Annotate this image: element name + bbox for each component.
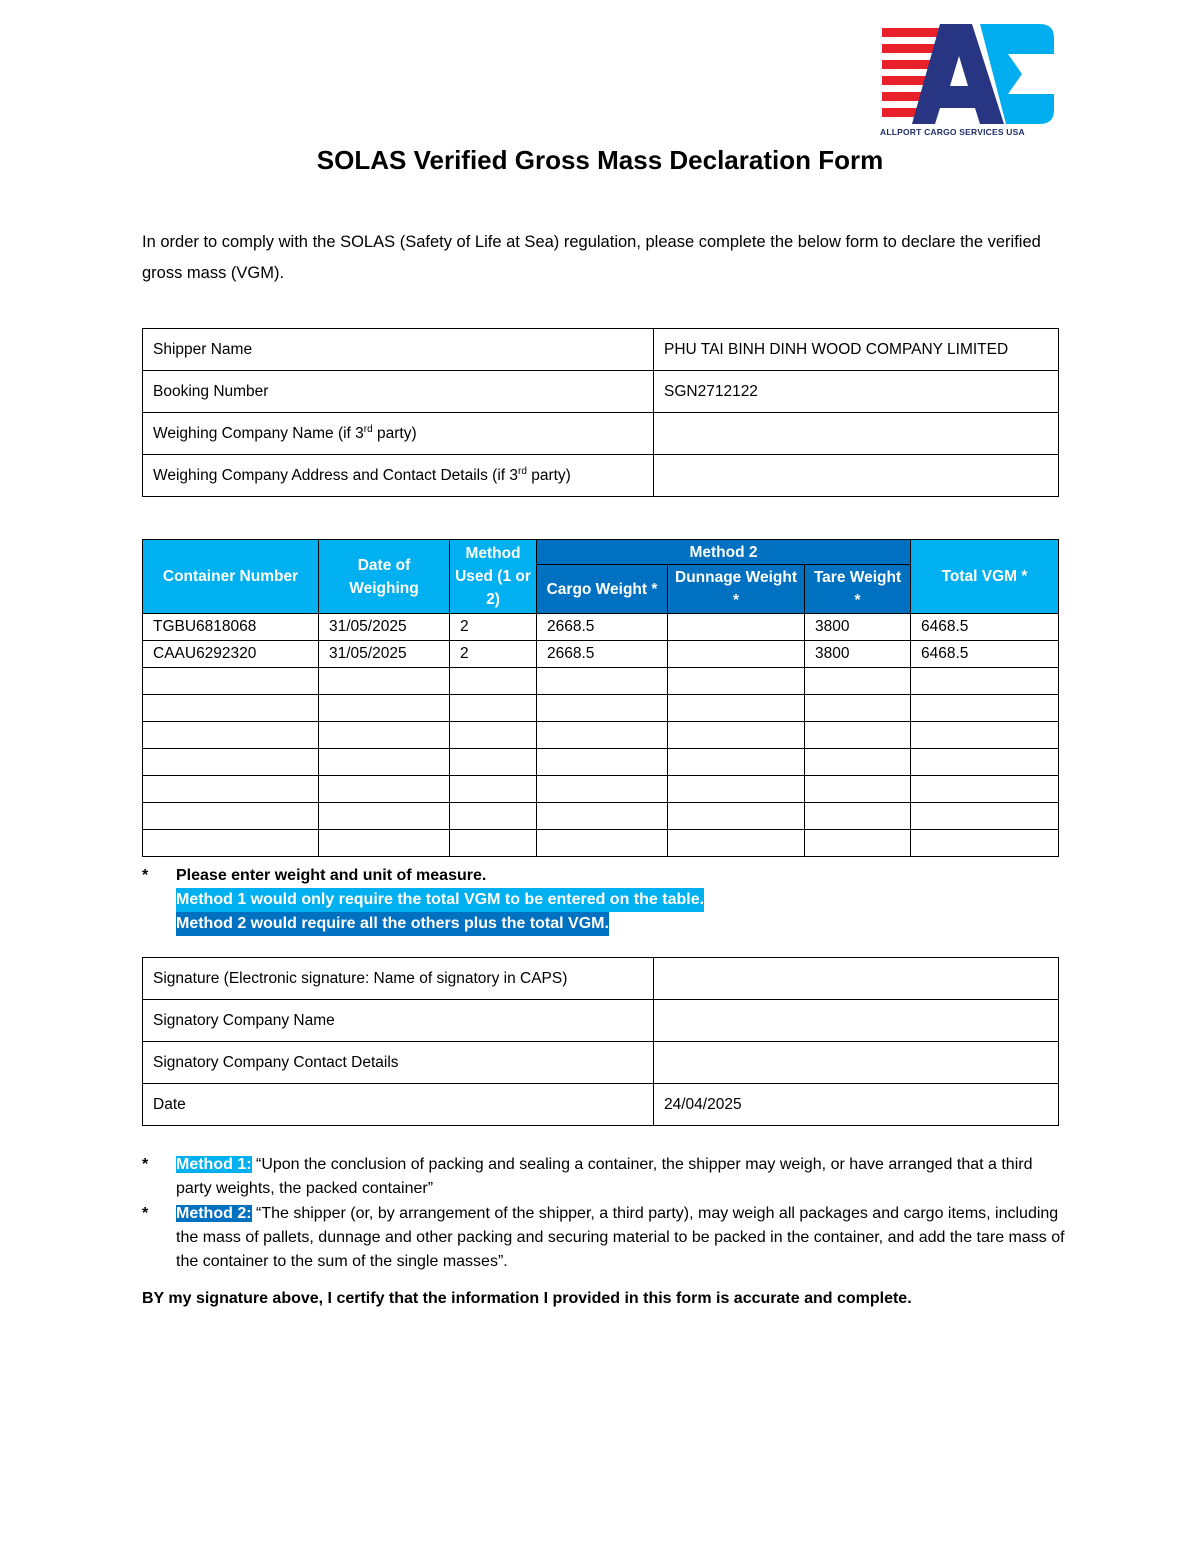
asterisk-icon: * xyxy=(142,1156,149,1173)
cell-dunnage[interactable] xyxy=(668,668,805,695)
cell-total[interactable] xyxy=(911,830,1059,857)
cell-total[interactable] xyxy=(911,749,1059,776)
signatory-contact-label: Signatory Company Contact Details xyxy=(143,1042,654,1084)
cell-dunnage[interactable] xyxy=(668,722,805,749)
cell-tare[interactable] xyxy=(805,722,911,749)
cell-container[interactable]: TGBU6818068 xyxy=(143,614,319,641)
cell-cargo[interactable] xyxy=(537,749,668,776)
cell-cargo[interactable] xyxy=(537,668,668,695)
cell-dunnage[interactable] xyxy=(668,830,805,857)
header-container-number: Container Number xyxy=(143,540,319,614)
table-row xyxy=(143,1000,1059,1042)
signature-label: Signature (Electronic signature: Name of signatory in CAPS) xyxy=(143,958,654,1000)
header-date-of-weighing: Date of Weighing xyxy=(319,540,450,614)
header-tare-weight: Tare Weight * xyxy=(805,565,911,614)
cell-method[interactable] xyxy=(450,776,537,803)
cell-date[interactable] xyxy=(319,830,450,857)
cell-dunnage[interactable] xyxy=(668,803,805,830)
header-total-vgm: Total VGM * xyxy=(911,540,1059,614)
table-row xyxy=(143,668,1059,695)
cell-dunnage[interactable] xyxy=(668,776,805,803)
booking-number-label: Booking Number xyxy=(143,371,654,413)
note-line-3: Method 2 would require all the others plus the total VGM. xyxy=(176,912,609,936)
note-line-2: Method 1 would only require the total VGM to be entered on the table. xyxy=(176,888,704,912)
cell-tare[interactable] xyxy=(805,749,911,776)
table-row xyxy=(143,614,1059,641)
cell-cargo[interactable]: 2668.5 xyxy=(537,641,668,668)
table-row xyxy=(143,722,1059,749)
container-table xyxy=(142,539,1059,857)
cell-total[interactable]: 6468.5 xyxy=(911,641,1059,668)
cell-container[interactable]: CAAU6292320 xyxy=(143,641,319,668)
signatory-company-field[interactable] xyxy=(654,1000,1059,1042)
cell-container[interactable] xyxy=(143,830,319,857)
header-method-2: Method 2 xyxy=(537,540,911,565)
cell-container[interactable] xyxy=(143,722,319,749)
table-row xyxy=(143,830,1059,857)
table-row xyxy=(143,413,1059,455)
header-dunnage-weight: Dunnage Weight * xyxy=(668,565,805,614)
cell-total[interactable]: 6468.5 xyxy=(911,614,1059,641)
cell-dunnage[interactable] xyxy=(668,614,805,641)
table-row xyxy=(143,455,1059,497)
certification-statement: BY my signature above, I certify that the information I provided in this form is accurate and complete. xyxy=(142,1290,912,1307)
cell-method[interactable] xyxy=(450,695,537,722)
shipper-name-label: Shipper Name xyxy=(143,329,654,371)
method-2-text: “The shipper (or, by arrangement of the shipper, a third party), may weigh all packages and cargo items, including the mass of pallets, dunnage and other packing and securing material to be packed in the container, and add the tare mass of the container to the sum of the single masses”. xyxy=(176,1205,1065,1270)
asterisk-icon: * xyxy=(142,1205,149,1222)
weighing-address-label: Weighing Company Address and Contact Details (if 3rd party) xyxy=(143,455,654,497)
cell-container[interactable] xyxy=(143,668,319,695)
shipper-name-field[interactable]: PHU TAI BINH DINH WOOD COMPANY LIMITED xyxy=(654,329,1059,371)
logo-caption: ALLPORT CARGO SERVICES USA xyxy=(880,127,1025,137)
table-row xyxy=(143,695,1059,722)
cell-method[interactable] xyxy=(450,722,537,749)
table-row xyxy=(143,749,1059,776)
signatory-company-label: Signatory Company Name xyxy=(143,1000,654,1042)
cell-date[interactable]: 31/05/2025 xyxy=(319,641,450,668)
cell-date[interactable] xyxy=(319,776,450,803)
weighing-address-field[interactable] xyxy=(654,455,1059,497)
signatory-contact-field[interactable] xyxy=(654,1042,1059,1084)
cell-container[interactable] xyxy=(143,695,319,722)
header-method-used: Method Used (1 or 2) xyxy=(450,540,537,614)
note-line-1: Please enter weight and unit of measure. xyxy=(176,867,487,884)
method-definitions xyxy=(142,1153,1072,1275)
cell-cargo[interactable] xyxy=(537,830,668,857)
signature-field[interactable] xyxy=(654,958,1059,1000)
asterisk-icon: * xyxy=(142,867,149,884)
cell-date[interactable] xyxy=(319,722,450,749)
table-row xyxy=(143,1084,1059,1126)
page-title: SOLAS Verified Gross Mass Declaration Form xyxy=(316,145,884,175)
cell-container[interactable] xyxy=(143,803,319,830)
date-label: Date xyxy=(143,1084,654,1126)
intro-paragraph: In order to comply with the SOLAS (Safety of Life at Sea) regulation, please complete the below form to declare the verified gross mass (VGM). xyxy=(142,233,1041,282)
cell-cargo[interactable] xyxy=(537,776,668,803)
table-row xyxy=(143,371,1059,413)
cell-method[interactable]: 2 xyxy=(450,614,537,641)
cell-method[interactable] xyxy=(450,803,537,830)
table-row xyxy=(143,776,1059,803)
cell-cargo[interactable] xyxy=(537,695,668,722)
cell-tare[interactable] xyxy=(805,695,911,722)
cell-container[interactable] xyxy=(143,776,319,803)
cell-cargo[interactable]: 2668.5 xyxy=(537,614,668,641)
weighing-company-field[interactable] xyxy=(654,413,1059,455)
header-cargo-weight: Cargo Weight * xyxy=(537,565,668,614)
table-row xyxy=(143,329,1059,371)
cell-container[interactable] xyxy=(143,749,319,776)
cell-tare[interactable] xyxy=(805,803,911,830)
method-2-definition xyxy=(142,1202,1072,1274)
cell-cargo[interactable] xyxy=(537,803,668,830)
method-1-definition xyxy=(142,1153,1072,1201)
cell-date[interactable] xyxy=(319,803,450,830)
cell-total[interactable] xyxy=(911,803,1059,830)
cell-tare[interactable]: 3800 xyxy=(805,641,911,668)
cell-cargo[interactable] xyxy=(537,722,668,749)
cell-tare[interactable] xyxy=(805,830,911,857)
cell-method[interactable] xyxy=(450,668,537,695)
table-row xyxy=(143,1042,1059,1084)
method-2-label: Method 2: xyxy=(176,1205,252,1222)
cell-tare[interactable]: 3800 xyxy=(805,614,911,641)
cell-date[interactable]: 31/05/2025 xyxy=(319,614,450,641)
cell-method[interactable] xyxy=(450,830,537,857)
cell-method[interactable] xyxy=(450,749,537,776)
shipper-table xyxy=(142,328,1059,497)
cell-tare[interactable] xyxy=(805,776,911,803)
cell-dunnage[interactable] xyxy=(668,695,805,722)
weighing-company-label: Weighing Company Name (if 3rd party) xyxy=(143,413,654,455)
table-row xyxy=(143,803,1059,830)
cell-method[interactable]: 2 xyxy=(450,641,537,668)
date-field[interactable]: 24/04/2025 xyxy=(654,1084,1059,1126)
cell-total[interactable] xyxy=(911,776,1059,803)
cell-date[interactable] xyxy=(319,749,450,776)
cell-total[interactable] xyxy=(911,695,1059,722)
table-row xyxy=(143,641,1059,668)
cell-date[interactable] xyxy=(319,668,450,695)
cell-date[interactable] xyxy=(319,695,450,722)
signature-table xyxy=(142,957,1059,1126)
table-row xyxy=(143,958,1059,1000)
cell-dunnage[interactable] xyxy=(668,641,805,668)
cell-total[interactable] xyxy=(911,668,1059,695)
cell-dunnage[interactable] xyxy=(668,749,805,776)
cell-total[interactable] xyxy=(911,722,1059,749)
cell-tare[interactable] xyxy=(805,668,911,695)
booking-number-field[interactable]: SGN2712122 xyxy=(654,371,1059,413)
method-1-label: Method 1: xyxy=(176,1156,252,1173)
method-1-text: “Upon the conclusion of packing and sealing a container, the shipper may weigh, or have arranged that a third party weights, the packed container” xyxy=(176,1156,1033,1197)
